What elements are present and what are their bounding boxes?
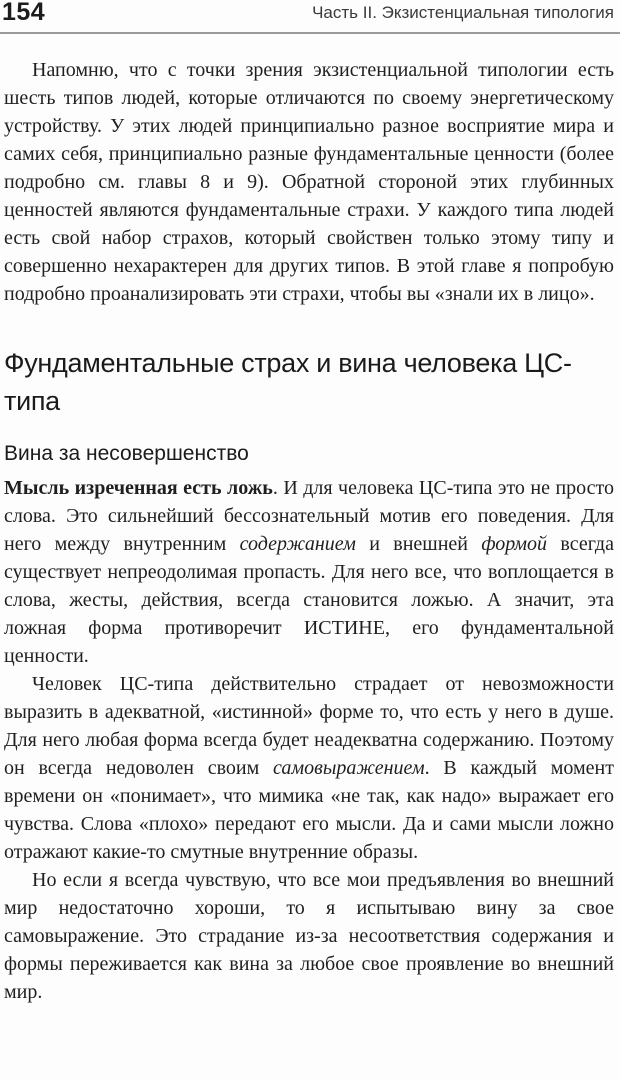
body-paragraph-1 [4,474,614,670]
paragraph-text: . И для человека ЦС-типа это не просто слова. Это сильнейший бессознательный мотив его поведения. Для него между внутренним [4,477,615,555]
page-header [0,0,620,34]
paragraph-text: всегда существует непреодолимая пропасть. Для него все, что воплощается в слова, жесты, действия, всегда становится ложью. А значит, эта ложная форма противоречит ИСТИНЕ, его фундаментальной ценности. [4,533,614,667]
body-paragraph-2 [4,670,614,866]
paragraph-text: и внешней [355,533,482,555]
paragraph-text: . В каждый момент времени он «понимает», что мимика «не так, как надо» выражает его чувства. Слова «плохо» передают его мысли. Да и сами мысли ложно отражают какие-то смутные внутренние образы. [4,757,614,863]
body-paragraph-3: Но если я всегда чувствую, что все мои предъявления во внешний мир недостаточно хороши, то я испытываю вину за свое самовыражение. Это страдание из-за несоответствия содержания и формы переживается как вина за любое свое проявление во внешний мир. [4,869,614,1003]
subsection-heading: Вина за несовершенство [4,442,249,465]
running-title: Часть II. Экзистенциальная типология [312,3,614,22]
intro-paragraph: Напомню, что с точки зрения экзистенциальной типологии есть шесть типов людей, которые отличаются по своему энергетическому устройству. У этих людей принципиально разное восприятие мира и самих себя, принципиально разные фундаментальные ценности (более подробно см. главы 8 и 9). Обратной стороной этих глубинных ценностей являются фундаментальные страхи. У каждого типа людей есть свой набор страхов, который свойствен только этому типу и совершенно нехарактерен для других типов. В этой главе я попробую подробно проанализировать эти страхи, чтобы вы «знали их в лицо». [4,59,614,305]
emphasis-self-expression: самовыражением [273,757,425,779]
page-number: 154 [2,0,46,26]
page-content [4,56,614,1006]
paragraph-text: Человек ЦС-типа действительно страдает от невозможности выразить в адекватной, «истинной» форме то, что есть у него в душе. Для него любая форма всегда будет неадекватна содержанию. Поэтому он всегда недоволен своим [4,673,614,779]
header-divider [0,32,620,34]
emphasis-form: формой [481,533,548,555]
section-heading: Фундаментальные страх и вина человека ЦС-типа [4,348,572,416]
paragraph-lead-quote: Мысль изреченная есть ложь [4,477,273,499]
emphasis-content: содержанием [239,533,356,555]
